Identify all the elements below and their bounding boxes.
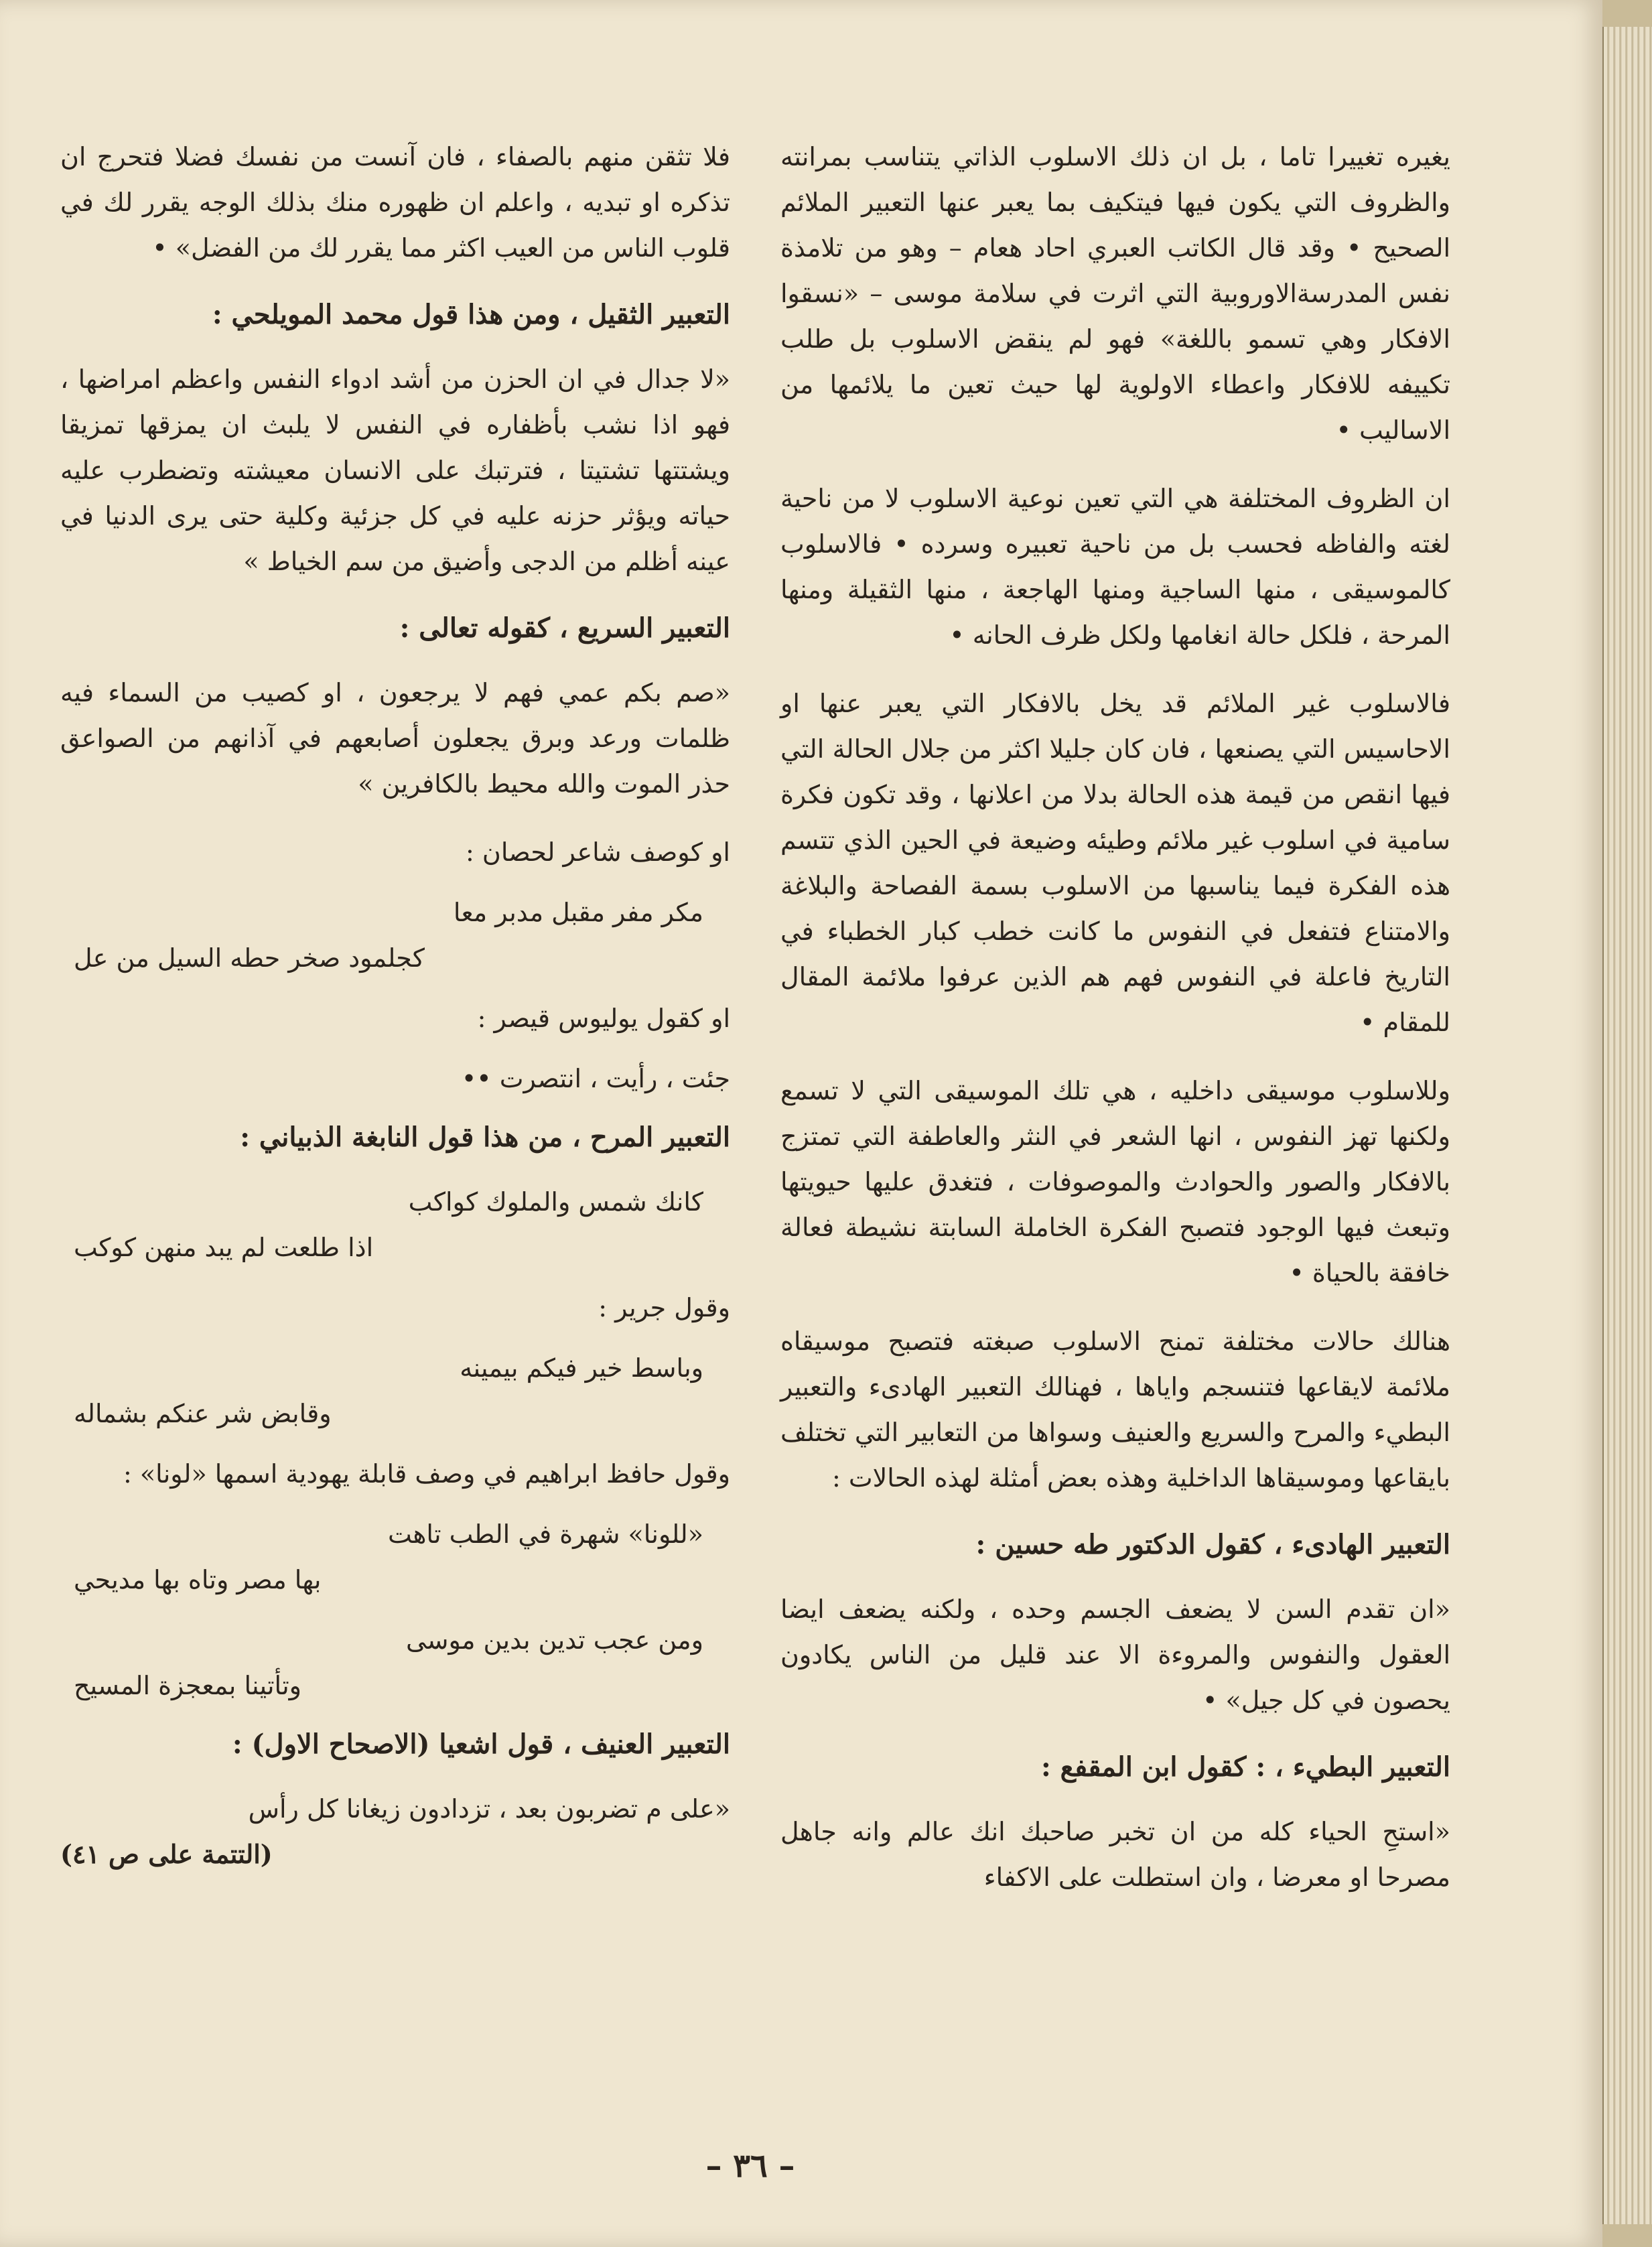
left-column [60, 134, 730, 1877]
paragraph: فالاسلوب غير الملائم قد يخل بالافكار التي يعبر عنها او الاحاسيس التي يصنعها ، فان كان جليلا اكثر من جلال الحالة التي فيها انقص من قيمة هذه الحالة بدلا من اعلانها ، وقد تكون فكرة سامية في اسلوب غير ملائم وطيئه وضيعة في الحين الذي تتسم هذه الفكرة فيما يناسبها من الاسلوب بسمة الفصاحة والبلاغة والامتناع فتفعل في النفوس ما كانت خطب كبار الخطباء في التاريخ فاعلة في النفوس فهم هم الذين عرفوا ملائمة المقال للمقام • [780, 689, 1450, 1037]
verse [60, 1345, 730, 1436]
continuation-note: (التتمة على ص ٤١) [60, 1839, 273, 1869]
section-heading: التعبير المرح ، من هذا قول النابغة الذبياني : [240, 1121, 730, 1153]
quotation: «صم بكم عمي فهم لا يرجعون ، او كصيب من السماء فيه ظلمات ورعد وبرق يجعلون أصابعهم في آذانهم من الصواعق حذر الموت والله محيط بالكافرين » [60, 678, 730, 799]
verse-line: «للونا» شهرة في الطب تاهت [388, 1519, 703, 1549]
page-stack-edge [1602, 27, 1652, 2224]
paragraph: هنالك حالات مختلفة تمنح الاسلوب صبغته فتصبح موسيقاه ملائمة لايقاعها فتنسجم واياها ، فهنالك التعبير الهادىء والتعبير البطيء والمرح والسريع والعنيف وسواها من التعابير التي تختلف بايقاعها وموسيقاها الداخلية وهذه بعض أمثلة لهذه الحالات : [780, 1326, 1450, 1493]
section-heading: التعبير العنيف ، قول اشعيا (الاصحاح الاول) : [232, 1728, 730, 1760]
section-heading: التعبير الثقيل ، ومن هذا قول محمد المويلحي : [212, 299, 730, 330]
right-column [780, 134, 1450, 1923]
quotation: «لا جدال في ان الحزن من أشد ادواء النفس واعظم امراضها ، فهو اذا نشب بأظفاره في النفس لا يلبث ان يمزقها تمزيقا ويشتتها تشتيتا ، فترتبك على الانسان معيشته وتضطرب عليه حياته ويؤثر حزنه عليه في كل جزئية وكلية حتى يرى الدنيا في عينه أظلم من الدجى وأضيق من سم الخياط » [60, 364, 730, 576]
quotation: «استحِ الحياء كله من ان تخبر صاحبك انك عالم وانه جاهل مصرحا او معرضا ، وان استطلت على الاكفاء [780, 1817, 1450, 1892]
paragraph: يغيره تغييرا تاما ، بل ان ذلك الاسلوب الذاتي يتناسب بمرانته والظروف التي يكون فيها فيتكيف بما يعبر عنها التعبير الملائم الصحيح • وقد قال الكاتب العبري احاد هعام – وهو من تلامذة نفس المدرسةالاوروبية التي اثرت في سلامة موسى – «نسقوا الافكار وهي تسمو باللغة» فهو لم ينقض الاسلوب بل طلب تكييفه للافكار واعطاء الاولوية لها حيث تعين ما يلائمها من الاساليب • [780, 142, 1450, 445]
section-heading: التعبير السريع ، كقوله تعالى : [399, 612, 730, 644]
verse-line: وتأتينا بمعجزة المسيح [74, 1671, 302, 1700]
intro-line: وقول جرير : [598, 1293, 730, 1322]
page-number: – ٣٦ – [705, 2147, 795, 2185]
verse-line: وقابض شر عنكم بشماله [74, 1399, 332, 1428]
verse-line: كانك شمس والملوك كواكب [408, 1187, 703, 1217]
intro-line: وقول حافظ ابراهيم في وصف قابلة يهودية اسمها «لونا» : [123, 1459, 730, 1489]
verse-line: اذا طلعت لم يبد منهن كوكب [74, 1233, 374, 1262]
paragraph: فلا تثقن منهم بالصفاء ، فان آنست من نفسك فضلا فتحرج ان تذكره او تبديه ، واعلم ان ظهوره منك بذلك الوجه يقرر لك في قلوب الناس من العيب اكثر مما يقرر لك من الفضل» • [60, 142, 730, 263]
paragraph: وللاسلوب موسيقى داخليه ، هي تلك الموسيقى التي لا تسمع ولكنها تهز النفوس ، انها الشعر في النثر والعاطفة التي تمتزج بالافكار والصور والحوادث والموصوفات ، فتغدق عليها حيويتها وتبعث فيها الوجود فتصبح الفكرة الخاملة السابتة نشيطة فعالة خافقة بالحياة • [780, 1076, 1450, 1288]
section-heading: التعبير البطيء ، : كقول ابن المقفع : [1040, 1751, 1450, 1783]
verse-line: مكر مفر مقبل مدبر معا [453, 898, 703, 927]
intro-line: او كوصف شاعر لحصان : [466, 837, 730, 867]
verse-line: ومن عجب تدين بدين موسى [405, 1625, 703, 1655]
quotation: «ان تقدم السن لا يضعف الجسم وحده ، ولكنه يضعف ايضا العقول والنفوس والمروءة الا عند قليل من الناس يكادون يحصون في كل جيل» • [780, 1594, 1450, 1715]
quote-line: جئت ، رأيت ، انتصرت •• [461, 1064, 730, 1093]
verse-line: بها مصر وتاه بها مديحي [74, 1565, 322, 1594]
paragraph: ان الظروف المختلفة هي التي تعين نوعية الاسلوب لا من ناحية لغته والفاظه فحسب بل من ناحية تعبيره وسرده • فالاسلوب كالموسيقى ، منها الساجية ومنها الهاجعة ، منها الثقيلة ومنها المرحة ، فلكل حالة انغامها ولكل ظرف الحانه • [780, 484, 1450, 650]
verse-line: وباسط خير فيكم بيمينه [460, 1353, 703, 1383]
verse-line: كجلمود صخر حطه السيل من عل [74, 943, 425, 973]
intro-line: او كقول يوليوس قيصر : [477, 1004, 730, 1033]
section-heading: التعبير الهادىء ، كقول الدكتور طه حسين : [975, 1529, 1450, 1560]
quotation: «على م تضربون بعد ، تزدادون زيغانا كل رأس [248, 1794, 730, 1824]
verse [60, 1179, 730, 1270]
verse [60, 890, 730, 981]
verse [60, 1511, 730, 1603]
verse [60, 1617, 730, 1708]
